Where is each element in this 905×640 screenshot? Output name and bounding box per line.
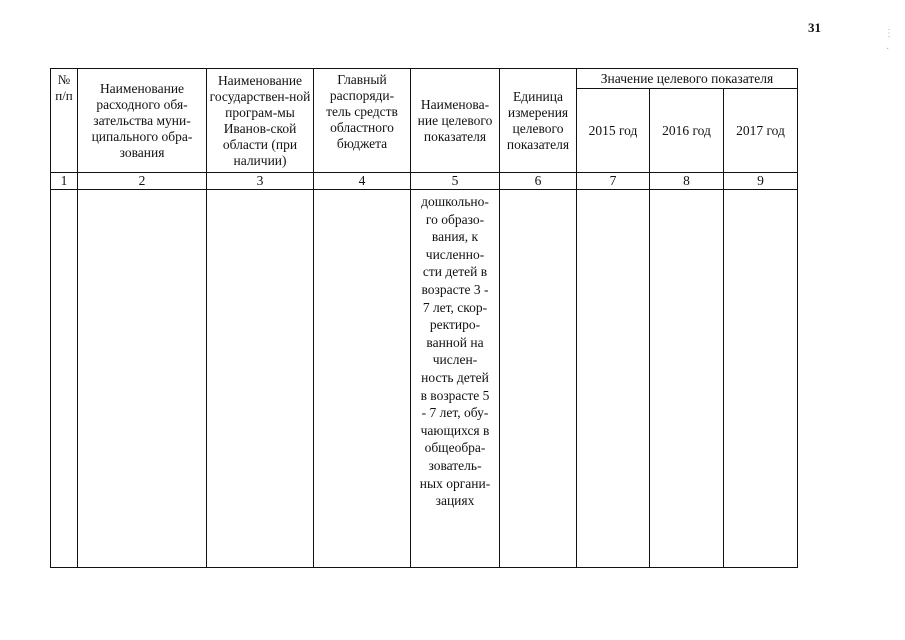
page-number: 31: [808, 20, 821, 35]
col-number-3: 3: [256, 173, 264, 188]
text-line: го образо-: [425, 211, 485, 227]
header-year-2015: 2015 год: [588, 122, 638, 138]
header-obligation-name: Наименование расходного обя-зательства муни-ципального обра-зования: [91, 80, 193, 160]
text-line: сти детей в: [422, 264, 488, 280]
header-year-2017: 2017 год: [736, 122, 785, 138]
header-year-2016: 2016 год: [662, 122, 711, 138]
header-indicator-value-group: Значение целевого показателя: [600, 70, 774, 86]
numbers-row-bottom-line: [50, 189, 798, 190]
header-unit: Единица измерения целевого показателя: [506, 88, 570, 152]
text-line: возрасте 3 -: [421, 281, 489, 297]
text-line: зациях: [435, 493, 475, 509]
text-line: численно-: [425, 246, 485, 262]
text-line: числен-: [432, 352, 478, 368]
scan-artifact: ·: [886, 44, 890, 55]
col-number-2: 2: [138, 173, 146, 188]
header-main-manager: Главный распоряди-тель средств областного бюджета: [326, 72, 398, 151]
header-number: № п/п: [55, 72, 73, 103]
text-line: зователь-: [428, 457, 482, 473]
text-line: дошкольно-: [421, 194, 489, 209]
scan-artifact: ⋮: [884, 28, 894, 39]
text-line: чающихся в: [420, 422, 490, 438]
table-border-bottom: [50, 567, 798, 568]
indicator-name-continuation: [412, 193, 498, 510]
text-line: ректиро-: [429, 317, 481, 333]
col-number-6: 6: [534, 173, 542, 188]
text-line: ванной на: [426, 334, 484, 350]
col-line-9: [797, 68, 798, 568]
col-number-5: 5: [451, 173, 459, 188]
header-state-program: Наименование государствен-ной програм-мы Иванов-ской области (при наличии): [209, 72, 311, 168]
col-number-8: 8: [683, 173, 690, 188]
col-line-1: [77, 68, 78, 568]
text-line: общеобра-: [424, 440, 486, 456]
col-number-9: 9: [757, 173, 764, 188]
header-indicator-name: Наименова-ние целевого показателя: [417, 96, 493, 144]
text-line: - 7 лет, обу-: [421, 405, 489, 421]
text-line: в возрасте 5: [420, 387, 490, 403]
text-line: вания, к: [431, 229, 479, 245]
text-line: ность детей: [421, 369, 489, 385]
col-number-4: 4: [358, 173, 366, 188]
col-number-1: 1: [60, 173, 68, 188]
text-line: ных органи-: [419, 475, 491, 491]
text-line: 7 лет, скор-: [422, 299, 488, 315]
col-number-7: 7: [609, 173, 617, 188]
